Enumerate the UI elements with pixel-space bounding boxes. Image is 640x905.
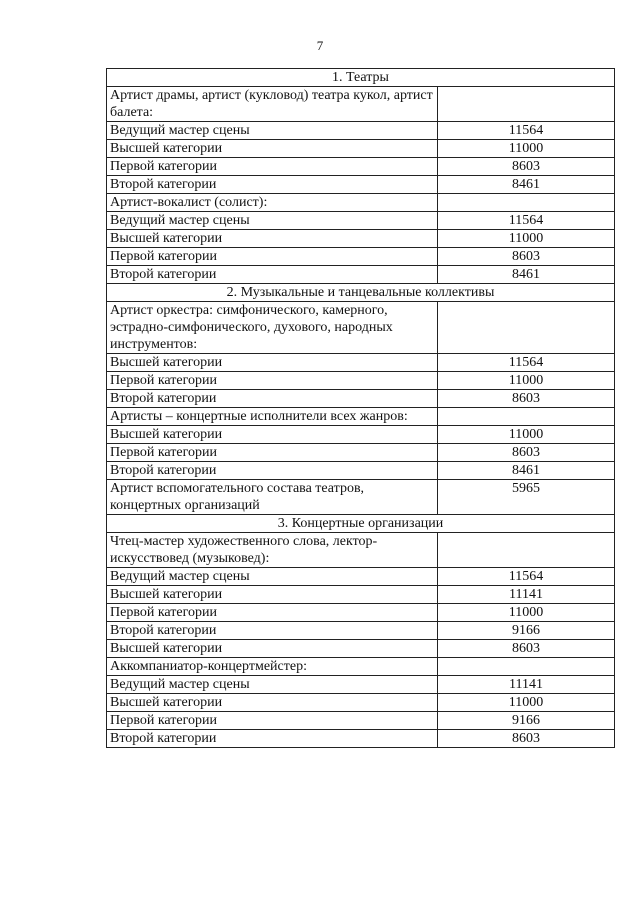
salary-value: 11000: [438, 694, 615, 712]
category-name: Высшей категории: [107, 694, 438, 712]
salary-value: 11000: [438, 604, 615, 622]
group-row: [107, 194, 615, 212]
section-row: [107, 69, 615, 87]
salary-value: 11564: [438, 212, 615, 230]
category-name: Первой категории: [107, 372, 438, 390]
salary-value: 11000: [438, 372, 615, 390]
category-name: Первой категории: [107, 604, 438, 622]
category-name: Высшей категории: [107, 426, 438, 444]
salary-value: 11000: [438, 426, 615, 444]
table-row: [107, 444, 615, 462]
table-row: [107, 426, 615, 444]
group-row: [107, 658, 615, 676]
category-name: Второй категории: [107, 462, 438, 480]
page-number: 7: [316, 38, 324, 53]
group-title: Чтец-мастер художественного слова, лектор-искусствовед (музыковед):: [107, 533, 438, 568]
section-title: 1. Театры: [107, 69, 615, 87]
table-row: [107, 604, 615, 622]
category-name: Первой категории: [107, 444, 438, 462]
section-row: [107, 284, 615, 302]
table-row: [107, 176, 615, 194]
salary-value: 8461: [438, 462, 615, 480]
group-title: Артисты – концертные исполнители всех жанров:: [107, 408, 438, 426]
table-row: [107, 730, 615, 748]
salary-value: 11564: [438, 568, 615, 586]
salary-value: 11000: [438, 230, 615, 248]
table-row: [107, 266, 615, 284]
table-row: [107, 568, 615, 586]
salary-value: 11564: [438, 354, 615, 372]
group-row: [107, 533, 615, 568]
salary-value: 8603: [438, 158, 615, 176]
group-title: Артист оркестра: симфонического, камерного, эстрадно-симфонического, духового, народных инструментов:: [107, 302, 438, 354]
salary-table-body: [107, 69, 615, 748]
table-row: [107, 158, 615, 176]
salary-table: [106, 68, 615, 748]
category-name: Высшей категории: [107, 230, 438, 248]
empty-value-cell: [438, 87, 615, 122]
group-title: Артист драмы, артист (кукловод) театра кукол, артист балета:: [107, 87, 438, 122]
salary-value: 9166: [438, 622, 615, 640]
category-name: Первой категории: [107, 712, 438, 730]
category-name: Первой категории: [107, 158, 438, 176]
table-row: [107, 248, 615, 266]
table-row: [107, 712, 615, 730]
category-name: Высшей категории: [107, 586, 438, 604]
salary-value: 8603: [438, 248, 615, 266]
table-row: [107, 212, 615, 230]
salary-value: 11000: [438, 140, 615, 158]
table-row: [107, 480, 615, 515]
section-title: 2. Музыкальные и танцевальные коллективы: [107, 284, 615, 302]
category-name: Ведущий мастер сцены: [107, 676, 438, 694]
empty-value-cell: [438, 302, 615, 354]
table-row: [107, 640, 615, 658]
category-name: Высшей категории: [107, 640, 438, 658]
empty-value-cell: [438, 408, 615, 426]
empty-value-cell: [438, 194, 615, 212]
table-row: [107, 372, 615, 390]
salary-value: 11141: [438, 586, 615, 604]
salary-value: 8603: [438, 730, 615, 748]
salary-value: 8603: [438, 444, 615, 462]
table-row: [107, 230, 615, 248]
table-row: [107, 122, 615, 140]
category-name: Второй категории: [107, 730, 438, 748]
salary-value: 8603: [438, 640, 615, 658]
category-name: Ведущий мастер сцены: [107, 568, 438, 586]
category-name: Второй категории: [107, 176, 438, 194]
table-row: [107, 390, 615, 408]
section-title: 3. Концертные организации: [107, 515, 615, 533]
salary-value: 9166: [438, 712, 615, 730]
empty-value-cell: [438, 658, 615, 676]
category-name: Высшей категории: [107, 354, 438, 372]
category-name: Второй категории: [107, 390, 438, 408]
group-row: [107, 408, 615, 426]
salary-value: 8603: [438, 390, 615, 408]
category-name: Ведущий мастер сцены: [107, 212, 438, 230]
salary-value: 8461: [438, 176, 615, 194]
salary-value: 11141: [438, 676, 615, 694]
empty-value-cell: [438, 533, 615, 568]
group-title: Аккомпаниатор-концертмейстер:: [107, 658, 438, 676]
table-row: [107, 354, 615, 372]
group-row: [107, 302, 615, 354]
table-row: [107, 462, 615, 480]
category-name: Артист вспомогательного состава театров, концертных организаций: [107, 480, 438, 515]
table-row: [107, 586, 615, 604]
salary-value: 11564: [438, 122, 615, 140]
salary-value: 8461: [438, 266, 615, 284]
group-title: Артист-вокалист (солист):: [107, 194, 438, 212]
category-name: Высшей категории: [107, 140, 438, 158]
table-row: [107, 622, 615, 640]
category-name: Второй категории: [107, 622, 438, 640]
category-name: Ведущий мастер сцены: [107, 122, 438, 140]
table-row: [107, 694, 615, 712]
table-row: [107, 676, 615, 694]
category-name: Первой категории: [107, 248, 438, 266]
section-row: [107, 515, 615, 533]
category-name: Второй категории: [107, 266, 438, 284]
salary-value: 5965: [438, 480, 615, 515]
table-row: [107, 140, 615, 158]
group-row: [107, 87, 615, 122]
